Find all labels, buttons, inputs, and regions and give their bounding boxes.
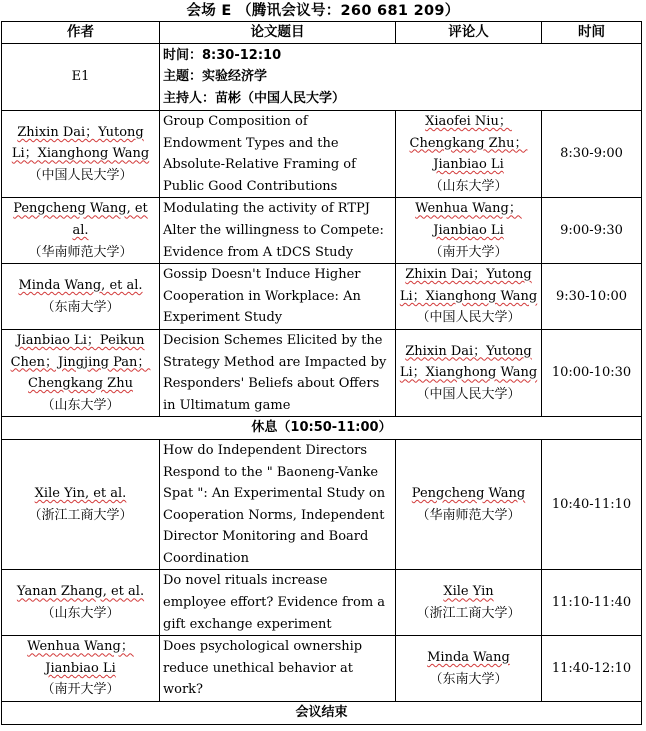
- discussant-cell: [396, 111, 542, 198]
- paper-title-cell-line: Experiment Study: [163, 310, 283, 326]
- author-cell-line: （东南大学）: [41, 299, 120, 315]
- author-cell-line: Jianbiao Li；Peikun: [16, 332, 145, 348]
- page-title: 会场 E （腾讯会议号：260 681 209）: [186, 3, 460, 19]
- discussant-cell-line: Li；Xianghong Wang: [399, 288, 538, 304]
- discussant-cell-line: Xiaofei Niu；: [425, 114, 512, 129]
- author-cell: [2, 570, 160, 636]
- paper-title-cell: [160, 570, 396, 636]
- paper-title-cell-line: Coordination: [163, 550, 249, 566]
- paper-title-cell: [160, 198, 396, 264]
- paper-title-cell-line: Endowment Types and the: [163, 135, 339, 151]
- paper-title-cell-line: Group Composition of: [163, 114, 308, 129]
- session-row: [2, 44, 642, 111]
- paper-title-cell-line: Director Monitoring and Board: [163, 529, 369, 545]
- author-cell-line: Yanan Zhang, et al.: [16, 584, 145, 600]
- discussant-cell: [396, 636, 542, 702]
- paper-title-cell-line: reduce unethical behavior at: [163, 660, 354, 676]
- author-cell: [2, 111, 160, 198]
- session-info: [160, 44, 642, 111]
- author-cell: [2, 198, 160, 264]
- discussant-cell-line: Wenhua Wang；: [415, 201, 522, 217]
- paper-title-cell-line: gift exchange experiment: [163, 616, 332, 632]
- session-topic: 主题：实验经济学: [163, 69, 268, 85]
- author-cell-line: （南开大学）: [41, 682, 120, 698]
- paper-row: [2, 264, 642, 330]
- header-authors: 作者: [2, 22, 160, 44]
- time-cell: 10:40-11:10: [542, 439, 642, 570]
- discussant-cell: [396, 329, 542, 416]
- paper-title-cell-line: Strategy Method are Impacted by: [163, 354, 387, 370]
- session-host: 主持人：苗彬（中国人民大学）: [163, 90, 346, 106]
- time-cell: 11:40-12:10: [542, 636, 642, 702]
- paper-row: [2, 111, 642, 198]
- author-cell: [2, 264, 160, 330]
- discussant-cell: [396, 570, 542, 636]
- end-row: [2, 702, 642, 725]
- time-cell: 9:00-9:30: [542, 198, 642, 264]
- time-cell: 10:00-10:30: [542, 329, 642, 416]
- discussant-cell-line: Zhixin Dai；Yutong: [405, 267, 532, 283]
- session-time: 时间：8:30-12:10: [163, 47, 282, 63]
- paper-title-cell: [160, 264, 396, 330]
- paper-title-cell-line: Does psychological ownership: [163, 639, 363, 655]
- discussant-cell-line: （华南师范大学）: [416, 507, 521, 523]
- paper-row: [2, 636, 642, 702]
- author-cell-line: Chengkang Zhu: [28, 376, 133, 392]
- paper-title-cell-line: Alter the willingness to Compete:: [163, 222, 384, 238]
- author-cell-line: （华南师范大学）: [28, 244, 133, 260]
- author-cell: [2, 329, 160, 416]
- discussant-cell-line: （中国人民大学）: [416, 310, 521, 326]
- paper-title-cell-line: work?: [163, 682, 204, 698]
- time-cell: 8:30-9:00: [542, 111, 642, 198]
- paper-row: [2, 329, 642, 416]
- discussant-cell-line: （山东大学）: [429, 178, 508, 194]
- author-cell: [2, 636, 160, 702]
- schedule-table: [1, 21, 642, 725]
- paper-title-cell-line: Absolute-Relative Framing of: [163, 157, 356, 173]
- discussant-cell-line: Xile Yin: [443, 584, 494, 600]
- paper-title-cell: [160, 329, 396, 416]
- discussant-cell-line: Jianbiao Li: [433, 157, 504, 173]
- paper-title-cell-line: Decision Schemes Elicited by the: [163, 332, 383, 348]
- header-discussant: 评论人: [396, 22, 542, 44]
- paper-title-cell: [160, 439, 396, 570]
- author-cell-line: Wenhua Wang；: [27, 639, 134, 655]
- paper-title-cell-line: How do Independent Directors: [163, 442, 368, 458]
- discussant-cell: [396, 264, 542, 330]
- break-row: [2, 417, 642, 440]
- author-cell-line: （浙江工商大学）: [28, 507, 133, 523]
- discussant-cell-line: Pengcheng Wang: [411, 486, 526, 502]
- discussant-cell: [396, 439, 542, 570]
- paper-title-cell-line: Responders' Beliefs about Offers: [163, 376, 380, 392]
- paper-title-cell-line: in Ultimatum game: [163, 397, 291, 413]
- break-label: 休息（10:50-11:00）: [2, 417, 642, 440]
- time-cell: 9:30-10:00: [542, 264, 642, 330]
- paper-title-cell-line: Gossip Doesn't Induce Higher: [163, 267, 361, 283]
- author-cell-line: （山东大学）: [41, 397, 120, 413]
- paper-title-cell-line: Spat ": An Experimental Study on: [163, 486, 386, 502]
- header-row: [2, 22, 642, 44]
- discussant-cell-line: （中国人民大学）: [416, 386, 521, 402]
- paper-row: [2, 439, 642, 570]
- time-cell: 11:10-11:40: [542, 570, 642, 636]
- discussant-cell-line: Zhixin Dai；Yutong: [405, 343, 532, 359]
- author-cell-line: Minda Wang, et al.: [18, 277, 143, 293]
- paper-title-cell-line: employee effort? Evidence from a: [163, 595, 386, 611]
- session-id: E1: [2, 44, 160, 111]
- paper-title-cell-line: Respond to the " Baoneng-Vanke: [163, 464, 379, 480]
- header-paper-title: 论文题目: [160, 22, 396, 44]
- paper-title-cell: [160, 111, 396, 198]
- author-cell-line: Chen；Jingjing Pan；: [10, 354, 151, 370]
- discussant-cell-line: Minda Wang: [427, 650, 510, 666]
- discussant-cell: [396, 198, 542, 264]
- paper-row: [2, 198, 642, 264]
- paper-row: [2, 570, 642, 636]
- paper-title-cell-line: Evidence from A tDCS Study: [163, 244, 354, 260]
- author-cell-line: al.: [72, 222, 89, 238]
- author-cell-line: Xile Yin, et al.: [34, 486, 127, 502]
- author-cell-line: Li；Xianghong Wang: [11, 146, 150, 162]
- author-cell: [2, 439, 160, 570]
- paper-title-cell-line: Cooperation in Workplace: An: [163, 288, 361, 304]
- paper-title-cell: [160, 636, 396, 702]
- discussant-cell-line: Jianbiao Li: [433, 222, 504, 238]
- author-cell-line: Pengcheng Wang, et: [13, 201, 148, 217]
- author-cell-line: Zhixin Dai；Yutong: [17, 124, 144, 140]
- paper-title-cell-line: Public Good Contributions: [163, 178, 338, 194]
- header-time: 时间: [542, 22, 642, 44]
- author-cell-line: （山东大学）: [41, 605, 120, 621]
- author-cell-line: （中国人民大学）: [28, 167, 133, 183]
- end-label: 会议结束: [2, 702, 642, 725]
- paper-title-cell-line: Do novel rituals increase: [163, 573, 328, 589]
- discussant-cell-line: Li；Xianghong Wang: [399, 365, 538, 381]
- discussant-cell-line: （浙江工商大学）: [416, 605, 521, 621]
- paper-title-cell-line: Modulating the activity of RTPJ: [163, 201, 370, 217]
- author-cell-line: Jianbiao Li: [45, 660, 116, 676]
- discussant-cell-line: （东南大学）: [429, 671, 508, 687]
- discussant-cell-line: Chengkang Zhu；: [409, 135, 528, 151]
- discussant-cell-line: （南开大学）: [429, 244, 508, 260]
- paper-title-cell-line: Cooperation Norms, Independent: [163, 507, 385, 523]
